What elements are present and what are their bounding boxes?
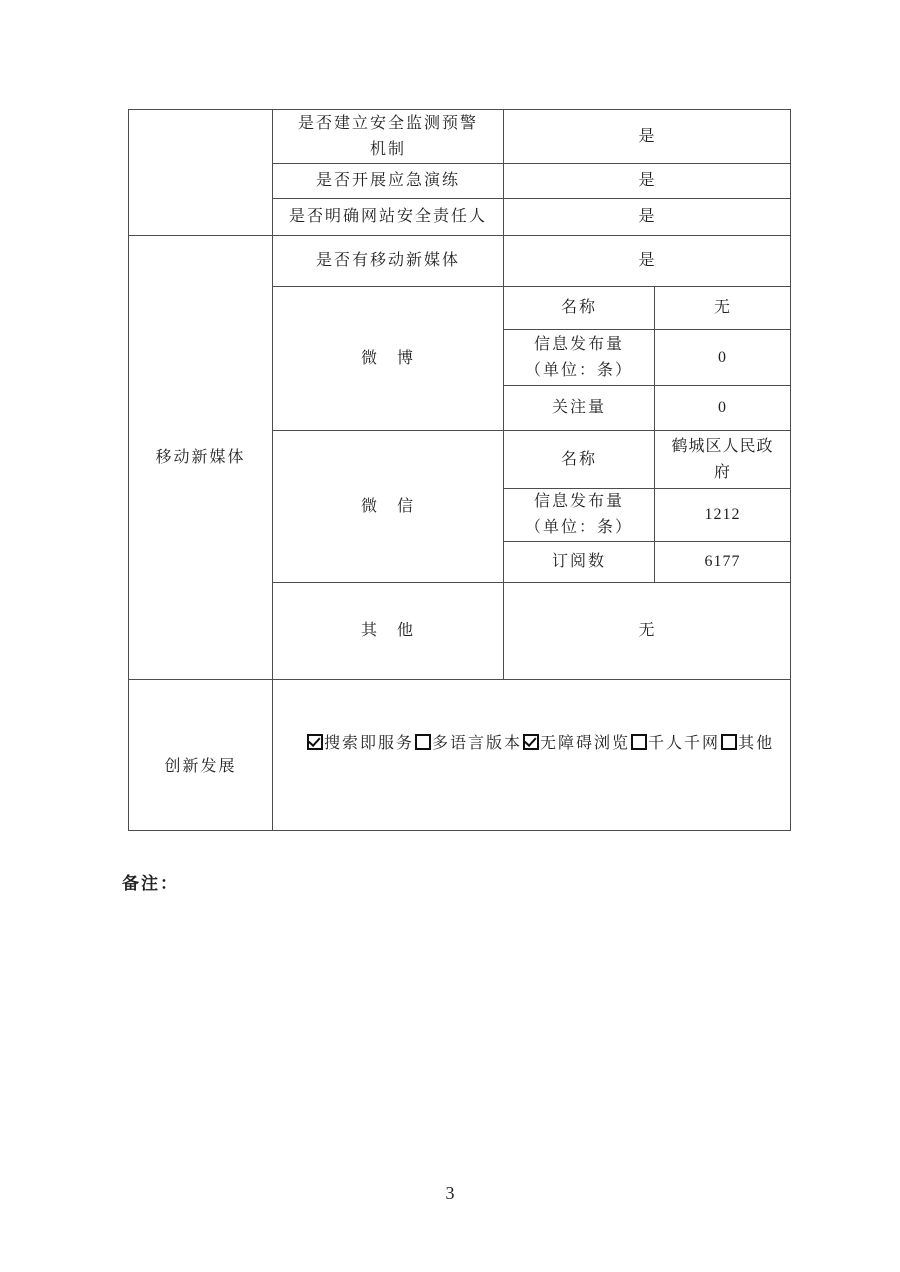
table-row (129, 236, 791, 287)
checkbox-icon (307, 734, 323, 750)
label-line-1: 信息发布量 (533, 335, 624, 353)
checkbox-icon (631, 734, 647, 750)
table-row (129, 680, 791, 831)
checkbox-icon (523, 734, 539, 750)
label-line-1: 信息发布量 (533, 493, 624, 510)
wechat-posts-value: 1212 (655, 489, 791, 542)
innovation-option (306, 735, 414, 752)
wechat-name-value: 鹤城区人民政府 (655, 431, 791, 489)
innovation-option-label: 无障碍浏览 (540, 735, 631, 752)
innovation-options (273, 680, 791, 831)
wechat-posts-label (504, 489, 655, 542)
label-line-2: 机制 (369, 140, 406, 158)
mobile-media-section-header: 移动新媒体 (129, 236, 273, 680)
security-responsible-value: 是 (504, 199, 791, 236)
weibo-label: 微 博 (273, 287, 504, 431)
emergency-drill-label: 是否开展应急演练 (273, 164, 504, 199)
section-continuation-cell (129, 110, 273, 236)
checkbox-icon (721, 734, 737, 750)
label-line-1: 是否建立安全监测预警 (297, 114, 478, 132)
emergency-drill-value: 是 (504, 164, 791, 199)
wechat-name-label: 名称 (504, 431, 655, 489)
security-monitor-label (273, 110, 504, 164)
security-responsible-label: 是否明确网站安全责任人 (273, 199, 504, 236)
innovation-option (630, 735, 720, 752)
wechat-subscribers-value: 6177 (655, 542, 791, 583)
innovation-option-label: 搜索即服务 (324, 735, 415, 752)
wechat-subscribers-label: 订阅数 (504, 542, 655, 583)
weibo-followers-label: 关注量 (504, 386, 655, 431)
weibo-name-value: 无 (655, 287, 791, 330)
wechat-label: 微 信 (273, 431, 504, 583)
other-media-label: 其 他 (273, 583, 504, 680)
innovation-option-label: 千人千网 (648, 735, 721, 752)
table-row (129, 110, 791, 164)
government-website-report-table (128, 109, 791, 831)
has-mobile-media-label: 是否有移动新媒体 (273, 236, 504, 287)
has-mobile-media-value: 是 (504, 236, 791, 287)
label-line-2: （单位：条） (524, 361, 633, 379)
other-media-value: 无 (504, 583, 791, 680)
notes-label: 备注： (122, 874, 179, 893)
innovation-option (414, 735, 522, 752)
page-number: 3 (445, 1183, 455, 1203)
innovation-option (720, 735, 774, 752)
weibo-name-label: 名称 (504, 287, 655, 330)
weibo-followers-value: 0 (655, 386, 791, 431)
weibo-posts-value: 0 (655, 330, 791, 386)
security-monitor-value: 是 (504, 110, 791, 164)
innovation-option (522, 735, 630, 752)
innovation-option-label: 其他 (738, 735, 775, 752)
checkbox-icon (415, 734, 431, 750)
innovation-section-header: 创新发展 (129, 680, 273, 831)
weibo-posts-label (504, 330, 655, 386)
innovation-option-label: 多语言版本 (432, 735, 523, 752)
label-line-2: （单位：条） (524, 519, 633, 536)
